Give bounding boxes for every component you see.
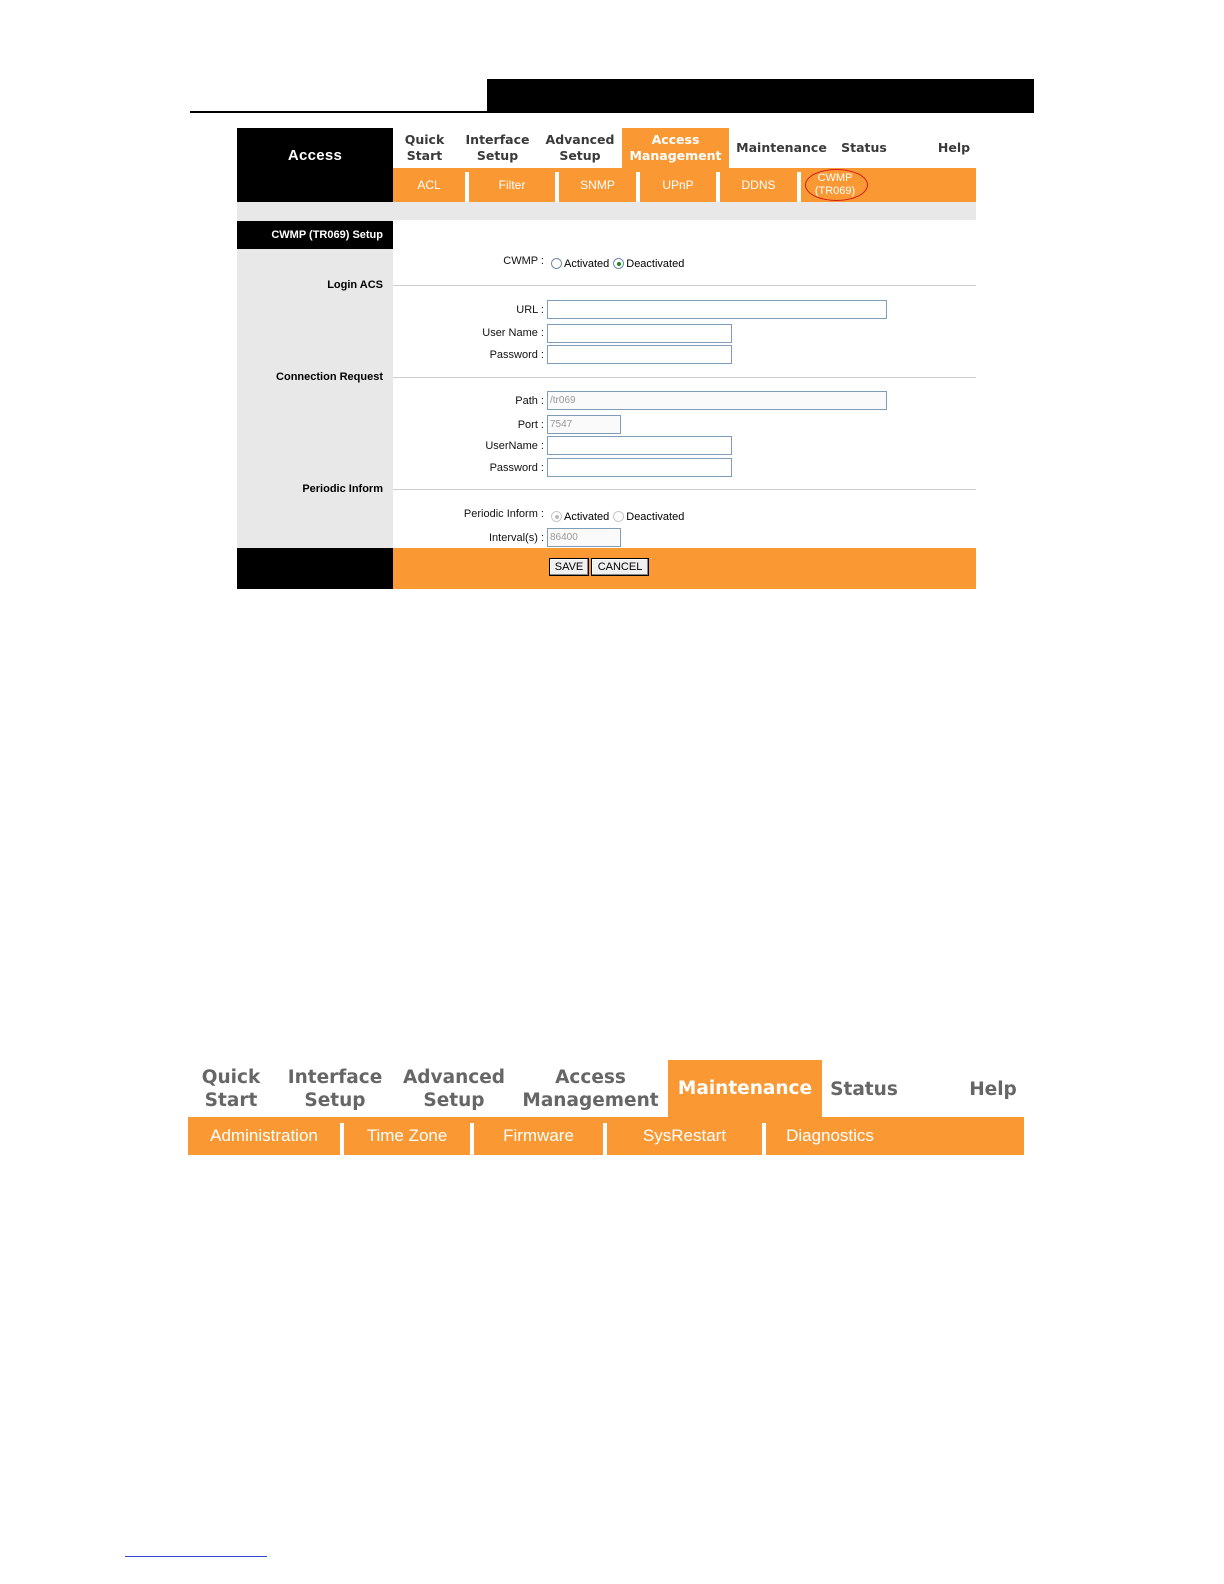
document-header-rule [190, 111, 488, 113]
tab-maintenance[interactable]: Maintenance [668, 1060, 822, 1117]
save-button[interactable]: SAVE [549, 558, 589, 576]
conn-path-input[interactable] [547, 391, 887, 410]
subtab-time-zone[interactable]: Time Zone [366, 1126, 448, 1145]
footer-link-underline [125, 1556, 267, 1557]
cwmp-label: CWMP : [503, 255, 544, 267]
tab-quick-start[interactable]: Quick Start [404, 132, 445, 163]
periodic-deactivated-radio[interactable] [613, 511, 624, 522]
tab-interface-setup[interactable]: Interface Setup [287, 1067, 383, 1111]
subtab-administration[interactable]: Administration [210, 1126, 318, 1145]
periodic-inform-heading: Periodic Inform [302, 483, 383, 495]
subtab-cwmp[interactable]: CWMP (TR069) [814, 172, 856, 197]
cwmp-radio-group [551, 255, 688, 273]
periodic-inform-label: Periodic Inform : [463, 508, 544, 520]
page-title: Access [237, 128, 393, 202]
subtab-filter[interactable]: Filter [498, 178, 526, 192]
acs-username-label: User Name : [482, 327, 544, 339]
cwmp-activated-radio[interactable] [551, 258, 562, 269]
periodic-deactivated-label: Deactivated [626, 510, 685, 523]
periodic-activated-label: Activated [564, 510, 610, 523]
conn-username-label: UserName : [485, 440, 544, 452]
cwmp-activated-label: Activated [564, 257, 610, 270]
port-label: Port : [517, 419, 544, 431]
subtab-diagnostics[interactable]: Diagnostics [786, 1126, 874, 1145]
subtab-acl[interactable]: ACL [417, 178, 441, 192]
cwmp-deactivated-label: Deactivated [626, 257, 685, 270]
tab-help[interactable]: Help [937, 140, 971, 155]
section-divider [393, 285, 976, 286]
subtab-sysrestart[interactable]: SysRestart [642, 1126, 727, 1145]
tab-help[interactable]: Help [969, 1078, 1017, 1100]
subtab-snmp[interactable]: SNMP [580, 178, 615, 192]
interval-label: Interval(s) : [488, 532, 544, 544]
login-acs-heading: Login ACS [327, 279, 383, 291]
subnav-spacer [237, 168, 393, 202]
connection-request-heading: Connection Request [276, 371, 383, 383]
tab-access-management[interactable]: Access Management [622, 128, 729, 168]
path-label: Path : [515, 395, 544, 407]
acs-password-input[interactable] [547, 345, 732, 364]
interval-input[interactable] [547, 528, 621, 547]
subtab-ddns[interactable]: DDNS [741, 178, 776, 192]
section-divider [393, 489, 976, 490]
tab-status[interactable]: Status [841, 140, 887, 155]
tab-status[interactable]: Status [830, 1078, 898, 1100]
document-header-bar [487, 79, 1034, 113]
cancel-button[interactable]: CANCEL [591, 558, 649, 576]
tab-maintenance[interactable]: Maintenance [736, 140, 827, 155]
subtab-firmware[interactable]: Firmware [503, 1126, 574, 1145]
section-divider [393, 377, 976, 378]
footer-left [237, 548, 393, 589]
tab-quick-start[interactable]: Quick Start [201, 1067, 261, 1111]
conn-username-input[interactable] [547, 436, 732, 455]
url-label: URL : [516, 304, 544, 316]
conn-password-input[interactable] [547, 458, 732, 477]
acs-username-input[interactable] [547, 324, 732, 343]
highlight-circle [805, 169, 868, 201]
subtab-upnp[interactable]: UPnP [662, 178, 694, 192]
conn-password-label: Password : [489, 462, 544, 474]
acs-password-label: Password : [489, 349, 544, 361]
section-title: CWMP (TR069) Setup [237, 221, 393, 249]
periodic-radio-group [551, 508, 688, 526]
periodic-activated-radio[interactable] [551, 511, 562, 522]
footer-bar [393, 548, 976, 589]
content-top-strip [393, 202, 976, 220]
tab-access-management[interactable]: Access Management [522, 1067, 659, 1111]
cwmp-deactivated-radio[interactable] [613, 258, 624, 269]
tab-interface-setup[interactable]: Interface Setup [465, 132, 530, 163]
tab-advanced-setup[interactable]: Advanced Setup [545, 132, 615, 163]
conn-port-input[interactable] [547, 415, 621, 434]
tab-advanced-setup[interactable]: Advanced Setup [402, 1067, 506, 1111]
acs-url-input[interactable] [547, 300, 887, 319]
